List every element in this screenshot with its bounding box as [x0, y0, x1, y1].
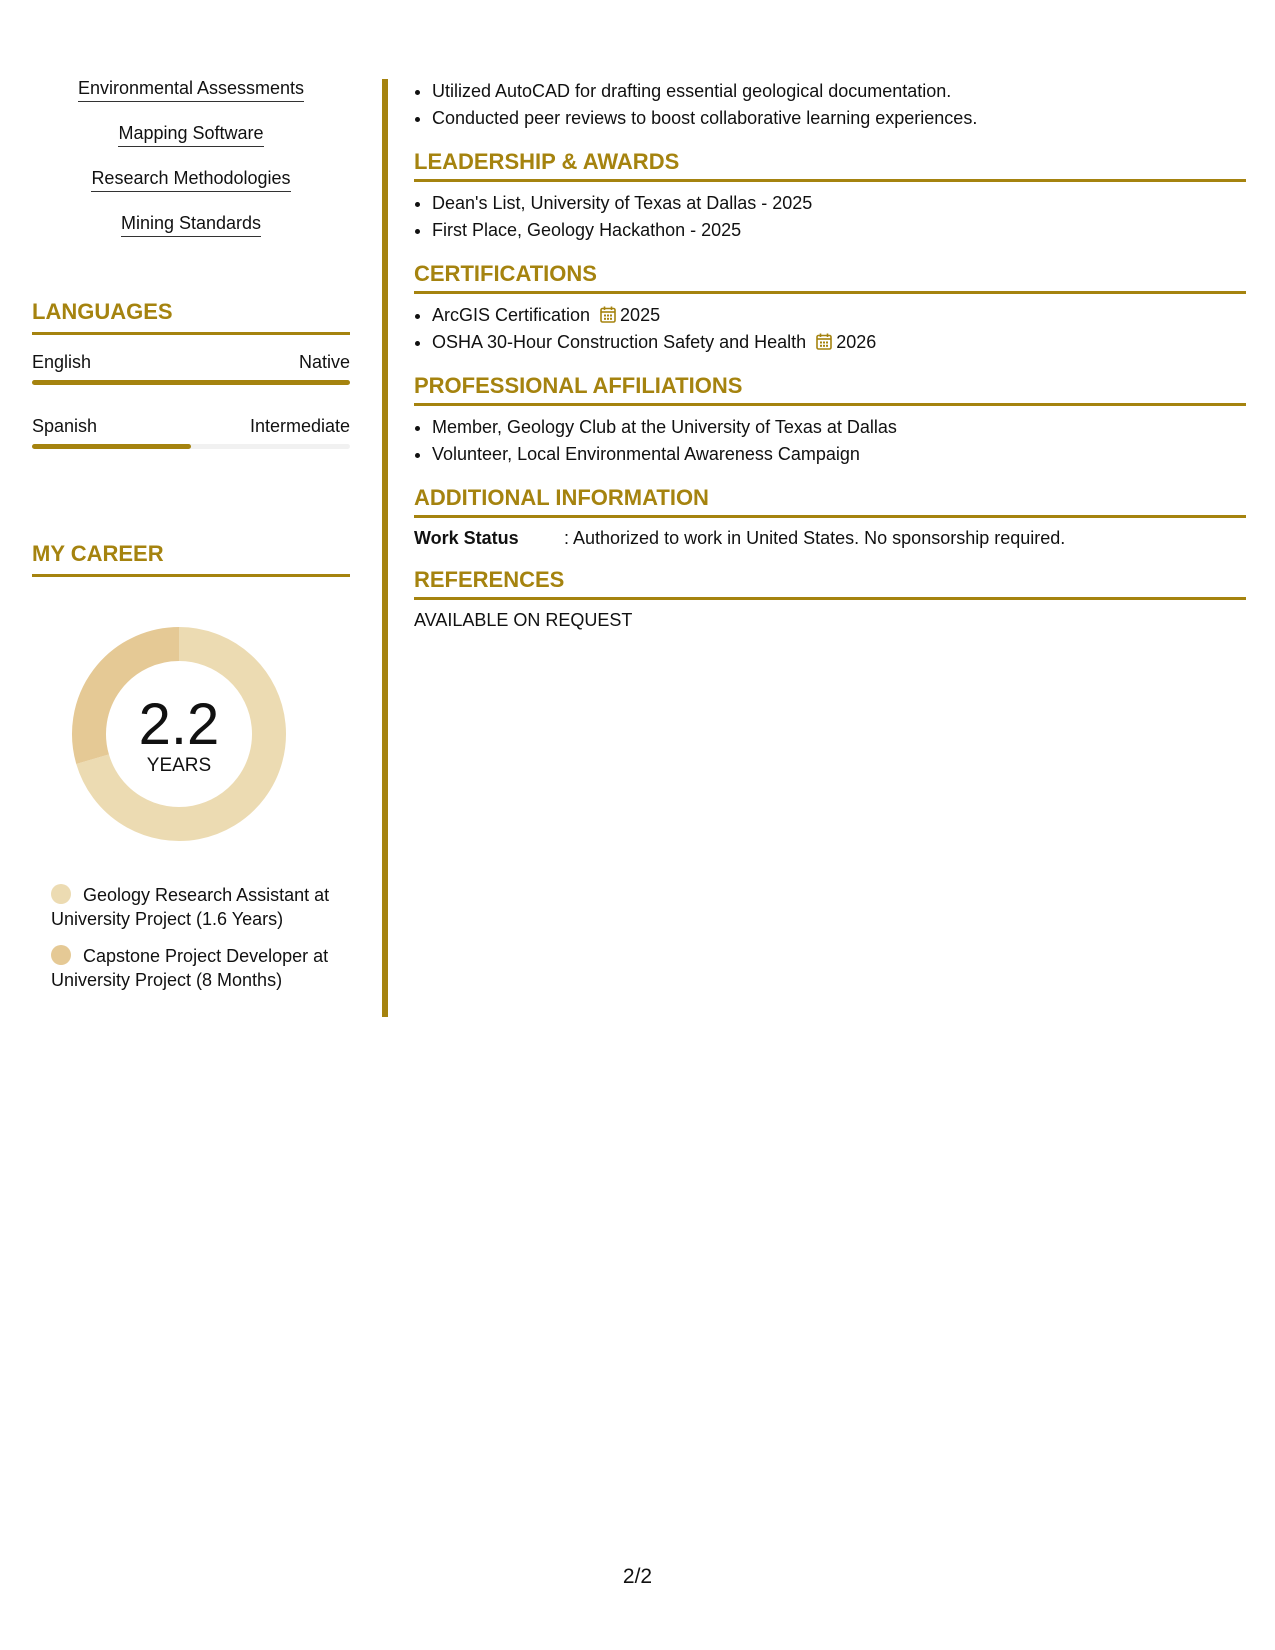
page-number: 2/2 [622, 1565, 653, 1588]
leadership-list [414, 190, 1246, 244]
references-text: AVAILABLE ON REQUEST [414, 610, 633, 630]
certification-name: OSHA 30-Hour Construction Safety and Health [432, 332, 807, 352]
language-proficiency-fill [32, 444, 191, 449]
career-legend [51, 883, 341, 992]
additional-info-heading: ADDITIONAL INFORMATION [414, 485, 1246, 518]
skill-tag: Mining Standards [121, 211, 261, 237]
certification-name: ArcGIS Certification [432, 305, 591, 325]
experience-bullet: • Utilized AutoCAD for drafting essential geological documentation. [432, 78, 1246, 105]
skill-item [32, 76, 350, 104]
skill-tag: Mapping Software [118, 121, 263, 147]
certification-year: 2026 [836, 332, 877, 352]
certifications-section [414, 261, 1246, 356]
language-name: English [32, 352, 92, 372]
legend-dot-icon [51, 884, 71, 904]
experience-bullet: • Conducted peer reviews to boost collaborative learning experiences. [432, 105, 1246, 132]
affiliations-list [414, 414, 1246, 468]
leadership-item: • Dean's List, University of Texas at Dallas - 2025 [432, 190, 1246, 217]
calendar-icon [816, 333, 832, 350]
language-proficiency-bar [32, 444, 350, 449]
certifications-list [414, 302, 1246, 356]
certification-item [432, 329, 1246, 356]
leadership-section [414, 149, 1246, 244]
career-legend-item [51, 883, 341, 931]
career-role-label: Geology Research Assistant at University Project (1.6 Years) [51, 885, 330, 929]
certifications-heading: CERTIFICATIONS [414, 261, 1246, 294]
skill-item [32, 166, 350, 194]
leadership-item: • First Place, Geology Hackathon - 2025 [432, 217, 1246, 244]
skill-tag: Environmental Assessments [78, 76, 304, 102]
certification-year: 2025 [620, 305, 661, 325]
career-total-unit: YEARS [146, 755, 212, 776]
career-section [32, 540, 350, 1005]
language-level: Native [298, 352, 350, 372]
experience-bullets [414, 78, 1246, 132]
calendar-icon [600, 306, 616, 323]
left-column [32, 76, 350, 990]
career-donut-chart [66, 621, 292, 847]
languages-heading: LANGUAGES [32, 298, 350, 335]
languages-section [32, 298, 350, 449]
language-item-spanish [32, 415, 350, 449]
language-item-english [32, 351, 350, 385]
affiliations-section [414, 373, 1246, 468]
career-total-value: 2.2 [138, 692, 220, 757]
language-proficiency-bar [32, 380, 350, 385]
additional-info-section [414, 485, 1246, 550]
affiliation-item: • Volunteer, Local Environmental Awareness Campaign [432, 441, 1246, 468]
affiliations-heading: PROFESSIONAL AFFILIATIONS [414, 373, 1246, 406]
language-proficiency-fill [32, 380, 350, 385]
career-role-label: Capstone Project Developer at University Project (8 Months) [51, 946, 329, 990]
career-legend-item [51, 944, 341, 992]
skill-tag: Research Methodologies [91, 166, 290, 192]
skill-item [32, 121, 350, 149]
skills-list [32, 76, 350, 239]
leadership-heading: LEADERSHIP & AWARDS [414, 149, 1246, 182]
right-column [414, 78, 1246, 632]
language-level: Intermediate [249, 416, 350, 436]
work-status-value: : Authorized to work in United States. No sponsorship required. [564, 528, 1066, 548]
affiliation-item: • Member, Geology Club at the University of Texas at Dallas [432, 414, 1246, 441]
references-heading: REFERENCES [414, 567, 1246, 600]
work-status-label: Work Status [414, 528, 519, 548]
skill-item [32, 211, 350, 239]
work-status-row [414, 526, 1246, 550]
legend-dot-icon [51, 945, 71, 965]
references-section [414, 567, 1246, 632]
column-divider [382, 79, 388, 1017]
career-heading: MY CAREER [32, 540, 350, 577]
language-name: Spanish [32, 416, 98, 436]
certification-item [432, 302, 1246, 329]
